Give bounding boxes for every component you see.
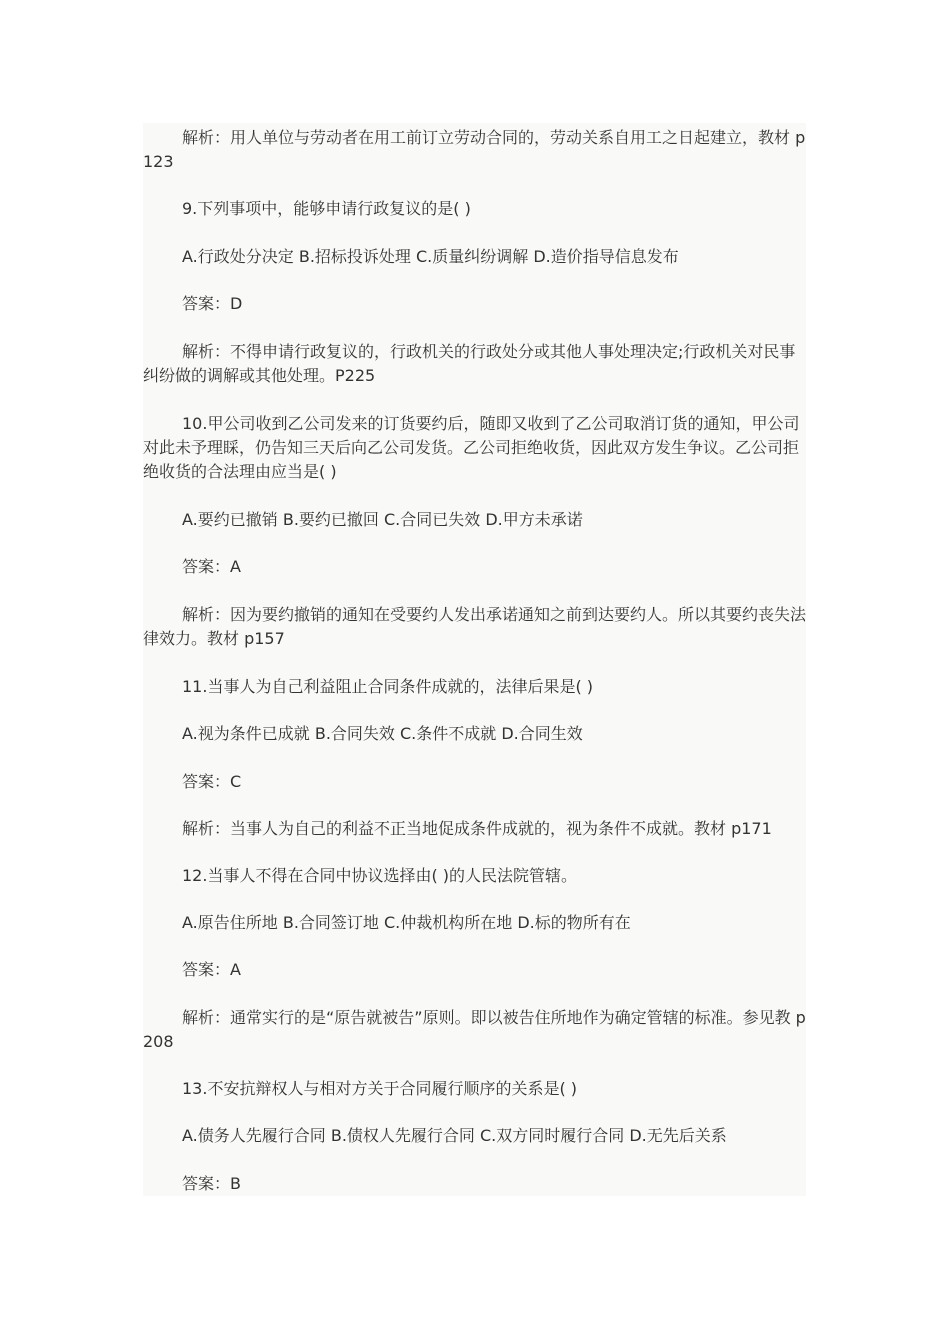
- answer-q13: 答案：B: [182, 1174, 241, 1193]
- answer-q10: 答案：A: [182, 557, 241, 576]
- answer-q12: 答案：A: [182, 960, 241, 979]
- explanation-q8: 解析：用人单位与劳动者在用工前订立劳动合同的，劳动关系自用工之日起建立，教材 p123: [143, 128, 806, 171]
- answer-q11: 答案：C: [182, 772, 242, 791]
- options-q13: A.债务人先履行合同 B.债权人先履行合同 C.双方同时履行合同 D.无先后关系: [182, 1126, 727, 1145]
- question-12: 12.当事人不得在合同中协议选择由( )的人民法院管辖。: [182, 866, 578, 885]
- explanation-q11: 解析：当事人为自己的利益不正当地促成条件成就的，视为条件不成就。教材 p171: [182, 819, 772, 838]
- explanation-q10: 解析：因为要约撤销的通知在受要约人发出承诺通知之前到达要约人。所以其要约丧失法律效力。教材 p157: [143, 605, 807, 648]
- question-13: 13.不安抗辩权人与相对方关于合同履行顺序的关系是( ): [182, 1079, 578, 1098]
- explanation-q12: 解析：通常实行的是“原告就被告”原则。即以被告住所地作为确定管辖的标准。参见教 p208: [143, 1008, 806, 1051]
- question-10: 10.甲公司收到乙公司发来的订货要约后，随即又收到了乙公司取消订货的通知，甲公司对此未予理睬，仍告知三天后向乙公司发货。乙公司拒绝收货，因此双方发生争议。乙公司拒绝收货的合法理由应当是( ): [143, 414, 800, 481]
- answer-q9: 答案：D: [182, 294, 243, 313]
- options-q10: A.要约已撤销 B.要约已撤回 C.合同已失效 D.甲方未承诺: [182, 510, 583, 529]
- options-q12: A.原告住所地 B.合同签订地 C.仲裁机构所在地 D.标的物所有在: [182, 913, 631, 932]
- options-q9: A.行政处分决定 B.招标投诉处理 C.质量纠纷调解 D.造价指导信息发布: [182, 247, 679, 266]
- explanation-q9: 解析：不得申请行政复议的，行政机关的行政处分或其他人事处理决定;行政机关对民事纠纷做的调解或其他处理。P225: [143, 342, 796, 385]
- options-q11: A.视为条件已成就 B.合同失效 C.条件不成就 D.合同生效: [182, 724, 583, 743]
- question-11: 11.当事人为自己利益阻止合同条件成就的，法律后果是( ): [182, 677, 594, 696]
- question-9: 9.下列事项中，能够申请行政复议的是( ): [182, 199, 471, 218]
